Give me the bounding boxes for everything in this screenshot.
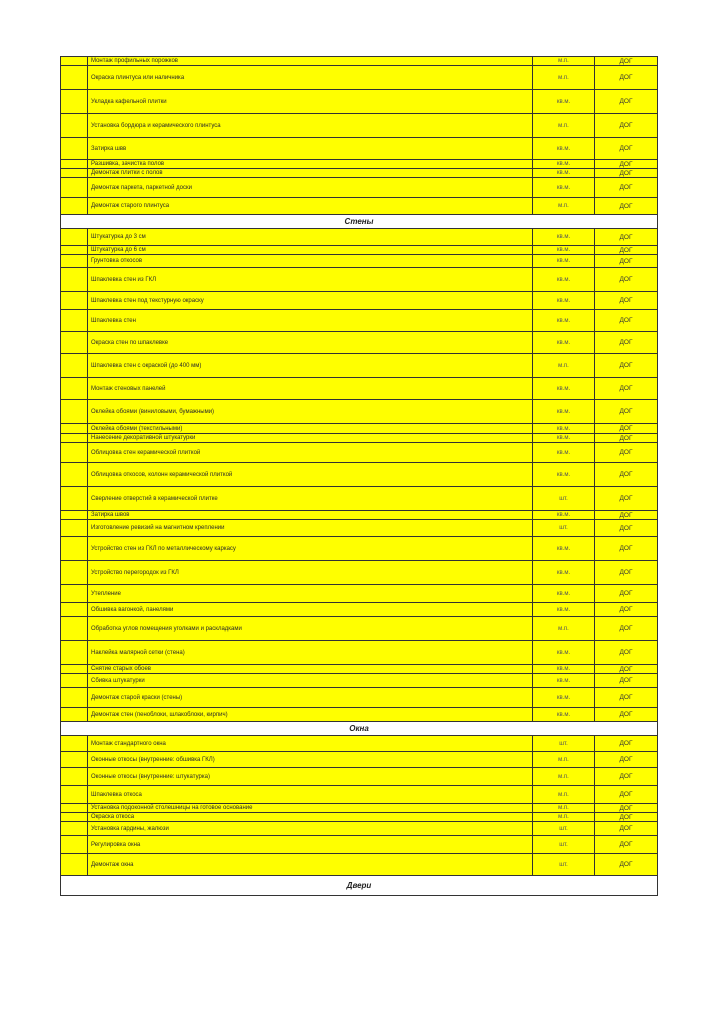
row-index-cell — [61, 246, 88, 255]
table-row — [61, 255, 658, 268]
unit-cell: шт. — [533, 487, 595, 511]
service-name-cell: Оконные откосы (внутренние: обшивка ГКЛ) — [88, 752, 533, 768]
row-index-cell — [61, 617, 88, 641]
table-row — [61, 561, 658, 585]
row-index-cell — [61, 66, 88, 90]
service-name-cell: Затирка швв — [88, 138, 533, 160]
row-index-cell — [61, 378, 88, 400]
table-row — [61, 443, 658, 463]
row-index-cell — [61, 198, 88, 215]
service-name-cell: Шпаклевка стен с окраской (до 400 мм) — [88, 354, 533, 378]
price-cell: ДОГ — [595, 66, 658, 90]
table-row — [61, 292, 658, 310]
service-name-cell: Обработка углов помещения уголками и раскладками — [88, 617, 533, 641]
unit-cell: кв.м. — [533, 674, 595, 688]
table-row — [61, 708, 658, 722]
price-cell: ДОГ — [595, 354, 658, 378]
service-name-cell: Шпаклевка стен под текстурную окраску — [88, 292, 533, 310]
service-name-cell: Демонтаж старой краски (стены) — [88, 688, 533, 708]
table-row — [61, 520, 658, 537]
service-name-cell: Штукатурка до 3 см — [88, 229, 533, 246]
table-row — [61, 804, 658, 813]
table-row — [61, 836, 658, 854]
row-index-cell — [61, 114, 88, 138]
service-name-cell: Наклейка малярной сетки (стена) — [88, 641, 533, 665]
price-cell: ДОГ — [595, 198, 658, 215]
table-row — [61, 854, 658, 876]
row-index-cell — [61, 511, 88, 520]
unit-cell: кв.м. — [533, 255, 595, 268]
service-name-cell: Демонтаж старого плинтуса — [88, 198, 533, 215]
service-name-cell: Облицовка откосов, колонн керамической плиткой — [88, 463, 533, 487]
service-name-cell: Установка бордюра и керамического плинтуса — [88, 114, 533, 138]
unit-cell: шт. — [533, 836, 595, 854]
service-name-cell: Монтаж стандартного окна — [88, 736, 533, 752]
price-cell: ДОГ — [595, 443, 658, 463]
service-name-cell: Грунтовка откосов — [88, 255, 533, 268]
row-index-cell — [61, 603, 88, 617]
table-row — [61, 114, 658, 138]
row-index-cell — [61, 665, 88, 674]
service-name-cell: Сбивка штукатурки — [88, 674, 533, 688]
row-index-cell — [61, 561, 88, 585]
row-index-cell — [61, 487, 88, 511]
unit-cell: м.п. — [533, 752, 595, 768]
price-cell: ДОГ — [595, 665, 658, 674]
row-index-cell — [61, 57, 88, 66]
table-row — [61, 511, 658, 520]
service-name-cell: Затирка швов — [88, 511, 533, 520]
price-cell: ДОГ — [595, 90, 658, 114]
row-index-cell — [61, 169, 88, 178]
row-index-cell — [61, 786, 88, 804]
price-cell: ДОГ — [595, 674, 658, 688]
unit-cell: м.п. — [533, 617, 595, 641]
service-name-cell: Нанесение декоративной штукатурки — [88, 434, 533, 443]
row-index-cell — [61, 160, 88, 169]
price-cell: ДОГ — [595, 246, 658, 255]
service-name-cell: Сверление отверстий в керамической плитке — [88, 487, 533, 511]
table-row — [61, 160, 658, 169]
price-cell: ДОГ — [595, 786, 658, 804]
price-cell: ДОГ — [595, 520, 658, 537]
unit-cell: кв.м. — [533, 160, 595, 169]
price-cell: ДОГ — [595, 378, 658, 400]
unit-cell: кв.м. — [533, 603, 595, 617]
row-index-cell — [61, 520, 88, 537]
section-title: Окна — [61, 722, 658, 736]
table-row — [61, 786, 658, 804]
table-row — [61, 424, 658, 434]
row-index-cell — [61, 229, 88, 246]
unit-cell: шт. — [533, 854, 595, 876]
service-name-cell: Монтаж стеновых панелей — [88, 378, 533, 400]
unit-cell: кв.м. — [533, 169, 595, 178]
row-index-cell — [61, 424, 88, 434]
unit-cell: кв.м. — [533, 90, 595, 114]
service-name-cell: Изготовление ревизий на магнитном креплении — [88, 520, 533, 537]
row-index-cell — [61, 537, 88, 561]
table-row — [61, 138, 658, 160]
table-row — [61, 736, 658, 752]
price-cell: ДОГ — [595, 736, 658, 752]
price-cell: ДОГ — [595, 617, 658, 641]
service-name-cell: Окраска стен по шпаклевке — [88, 332, 533, 354]
unit-cell: кв.м. — [533, 178, 595, 198]
service-name-cell: Демонтаж окна — [88, 854, 533, 876]
price-cell: ДОГ — [595, 268, 658, 292]
price-cell: ДОГ — [595, 822, 658, 836]
service-name-cell: Оконные откосы (внутренние: штукатурка) — [88, 768, 533, 786]
price-cell: ДОГ — [595, 114, 658, 138]
row-index-cell — [61, 268, 88, 292]
unit-cell: кв.м. — [533, 400, 595, 424]
service-name-cell: Оклейка обоями (текстильными) — [88, 424, 533, 434]
price-cell: ДОГ — [595, 400, 658, 424]
row-index-cell — [61, 255, 88, 268]
service-name-cell: Установка подоконной столешницы на готовое основание — [88, 804, 533, 813]
section-header — [61, 722, 658, 736]
price-cell: ДОГ — [595, 511, 658, 520]
service-name-cell: Установка гардины, жалюзи — [88, 822, 533, 836]
table-row — [61, 169, 658, 178]
row-index-cell — [61, 822, 88, 836]
price-cell: ДОГ — [595, 603, 658, 617]
row-index-cell — [61, 354, 88, 378]
price-cell: ДОГ — [595, 537, 658, 561]
table-row — [61, 665, 658, 674]
unit-cell: м.п. — [533, 354, 595, 378]
price-cell: ДОГ — [595, 804, 658, 813]
price-cell: ДОГ — [595, 641, 658, 665]
row-index-cell — [61, 90, 88, 114]
unit-cell: кв.м. — [533, 268, 595, 292]
unit-cell: м.п. — [533, 768, 595, 786]
price-cell: ДОГ — [595, 138, 658, 160]
table-row — [61, 198, 658, 215]
unit-cell: м.п. — [533, 813, 595, 822]
row-index-cell — [61, 585, 88, 603]
table-row — [61, 585, 658, 603]
table-row — [61, 400, 658, 424]
service-name-cell: Снятие старых обоев — [88, 665, 533, 674]
row-index-cell — [61, 768, 88, 786]
service-name-cell: Укладка кафельной плитки — [88, 90, 533, 114]
price-cell: ДОГ — [595, 424, 658, 434]
row-index-cell — [61, 836, 88, 854]
service-name-cell: Шпаклевка стен из ГКЛ — [88, 268, 533, 292]
row-index-cell — [61, 400, 88, 424]
unit-cell: кв.м. — [533, 665, 595, 674]
unit-cell: м.п. — [533, 57, 595, 66]
unit-cell: кв.м. — [533, 641, 595, 665]
service-name-cell: Утепление — [88, 585, 533, 603]
price-cell: ДОГ — [595, 229, 658, 246]
unit-cell: кв.м. — [533, 138, 595, 160]
price-cell: ДОГ — [595, 160, 658, 169]
table-row — [61, 688, 658, 708]
price-cell: ДОГ — [595, 752, 658, 768]
table-row — [61, 822, 658, 836]
table-row — [61, 90, 658, 114]
price-cell: ДОГ — [595, 688, 658, 708]
row-index-cell — [61, 434, 88, 443]
table-row — [61, 813, 658, 822]
row-index-cell — [61, 641, 88, 665]
row-index-cell — [61, 736, 88, 752]
service-name-cell: Устройство стен из ГКЛ по металлическому каркасу — [88, 537, 533, 561]
unit-cell: кв.м. — [533, 310, 595, 332]
service-name-cell: Окраска откоса — [88, 813, 533, 822]
unit-cell: кв.м. — [533, 511, 595, 520]
unit-cell: кв.м. — [533, 561, 595, 585]
unit-cell: кв.м. — [533, 585, 595, 603]
service-name-cell: Устройство перегородок из ГКЛ — [88, 561, 533, 585]
row-index-cell — [61, 813, 88, 822]
table-row — [61, 463, 658, 487]
service-name-cell: Разшивка, зачистка полов — [88, 160, 533, 169]
unit-cell: шт. — [533, 520, 595, 537]
service-name-cell: Демонтаж стен (пеноблоки, шлакоблоки, кирпич) — [88, 708, 533, 722]
unit-cell: кв.м. — [533, 463, 595, 487]
unit-cell: кв.м. — [533, 708, 595, 722]
unit-cell: м.п. — [533, 198, 595, 215]
price-cell: ДОГ — [595, 463, 658, 487]
service-name-cell: Регулировка окна — [88, 836, 533, 854]
unit-cell: м.п. — [533, 786, 595, 804]
row-index-cell — [61, 674, 88, 688]
price-cell: ДОГ — [595, 487, 658, 511]
price-table-body — [61, 57, 658, 896]
section-header — [61, 215, 658, 229]
table-row — [61, 229, 658, 246]
price-cell: ДОГ — [595, 585, 658, 603]
table-row — [61, 332, 658, 354]
table-row — [61, 641, 658, 665]
price-cell: ДОГ — [595, 768, 658, 786]
row-index-cell — [61, 178, 88, 198]
table-row — [61, 617, 658, 641]
unit-cell: кв.м. — [533, 378, 595, 400]
service-name-cell: Окраска плинтуса или наличника — [88, 66, 533, 90]
row-index-cell — [61, 708, 88, 722]
table-row — [61, 354, 658, 378]
table-row — [61, 434, 658, 443]
unit-cell: кв.м. — [533, 443, 595, 463]
price-cell: ДОГ — [595, 561, 658, 585]
service-name-cell: Демонтаж паркета, паркетной доски — [88, 178, 533, 198]
table-row — [61, 246, 658, 255]
price-cell: ДОГ — [595, 255, 658, 268]
table-row — [61, 310, 658, 332]
row-index-cell — [61, 854, 88, 876]
service-name-cell: Оклейка обоями (виниловыми, бумажными) — [88, 400, 533, 424]
table-row — [61, 768, 658, 786]
unit-cell: м.п. — [533, 66, 595, 90]
unit-cell: кв.м. — [533, 229, 595, 246]
row-index-cell — [61, 463, 88, 487]
service-name-cell: Облицовка стен керамической плиткой — [88, 443, 533, 463]
row-index-cell — [61, 138, 88, 160]
price-cell: ДОГ — [595, 332, 658, 354]
row-index-cell — [61, 688, 88, 708]
unit-cell: кв.м. — [533, 246, 595, 255]
price-table — [60, 56, 658, 896]
table-row — [61, 57, 658, 66]
price-cell: ДОГ — [595, 434, 658, 443]
table-row — [61, 752, 658, 768]
row-index-cell — [61, 332, 88, 354]
unit-cell: м.п. — [533, 804, 595, 813]
unit-cell: кв.м. — [533, 424, 595, 434]
price-cell: ДОГ — [595, 310, 658, 332]
service-name-cell: Штукатурка до 6 см — [88, 246, 533, 255]
price-cell: ДОГ — [595, 178, 658, 198]
table-row — [61, 487, 658, 511]
price-cell: ДОГ — [595, 836, 658, 854]
row-index-cell — [61, 310, 88, 332]
table-row — [61, 603, 658, 617]
section-title: Двери — [61, 876, 658, 896]
table-row — [61, 537, 658, 561]
table-row — [61, 178, 658, 198]
row-index-cell — [61, 804, 88, 813]
unit-cell: кв.м. — [533, 434, 595, 443]
section-title: Стены — [61, 215, 658, 229]
unit-cell: м.п. — [533, 114, 595, 138]
price-cell: ДОГ — [595, 813, 658, 822]
unit-cell: кв.м. — [533, 292, 595, 310]
service-name-cell: Демонтаж плитки с полов — [88, 169, 533, 178]
row-index-cell — [61, 443, 88, 463]
unit-cell: кв.м. — [533, 332, 595, 354]
row-index-cell — [61, 752, 88, 768]
table-row — [61, 378, 658, 400]
unit-cell: шт. — [533, 736, 595, 752]
table-row — [61, 268, 658, 292]
table-row — [61, 674, 658, 688]
row-index-cell — [61, 292, 88, 310]
service-name-cell: Шпаклевка откоса — [88, 786, 533, 804]
price-cell: ДОГ — [595, 169, 658, 178]
price-cell: ДОГ — [595, 854, 658, 876]
section-header — [61, 876, 658, 896]
unit-cell: кв.м. — [533, 537, 595, 561]
table-row — [61, 66, 658, 90]
service-name-cell: Монтаж профильных порожков — [88, 57, 533, 66]
unit-cell: шт. — [533, 822, 595, 836]
price-cell: ДОГ — [595, 292, 658, 310]
unit-cell: кв.м. — [533, 688, 595, 708]
service-name-cell: Обшивка вагонкой, панелями — [88, 603, 533, 617]
service-name-cell: Шпаклевка стен — [88, 310, 533, 332]
price-cell: ДОГ — [595, 57, 658, 66]
price-cell: ДОГ — [595, 708, 658, 722]
